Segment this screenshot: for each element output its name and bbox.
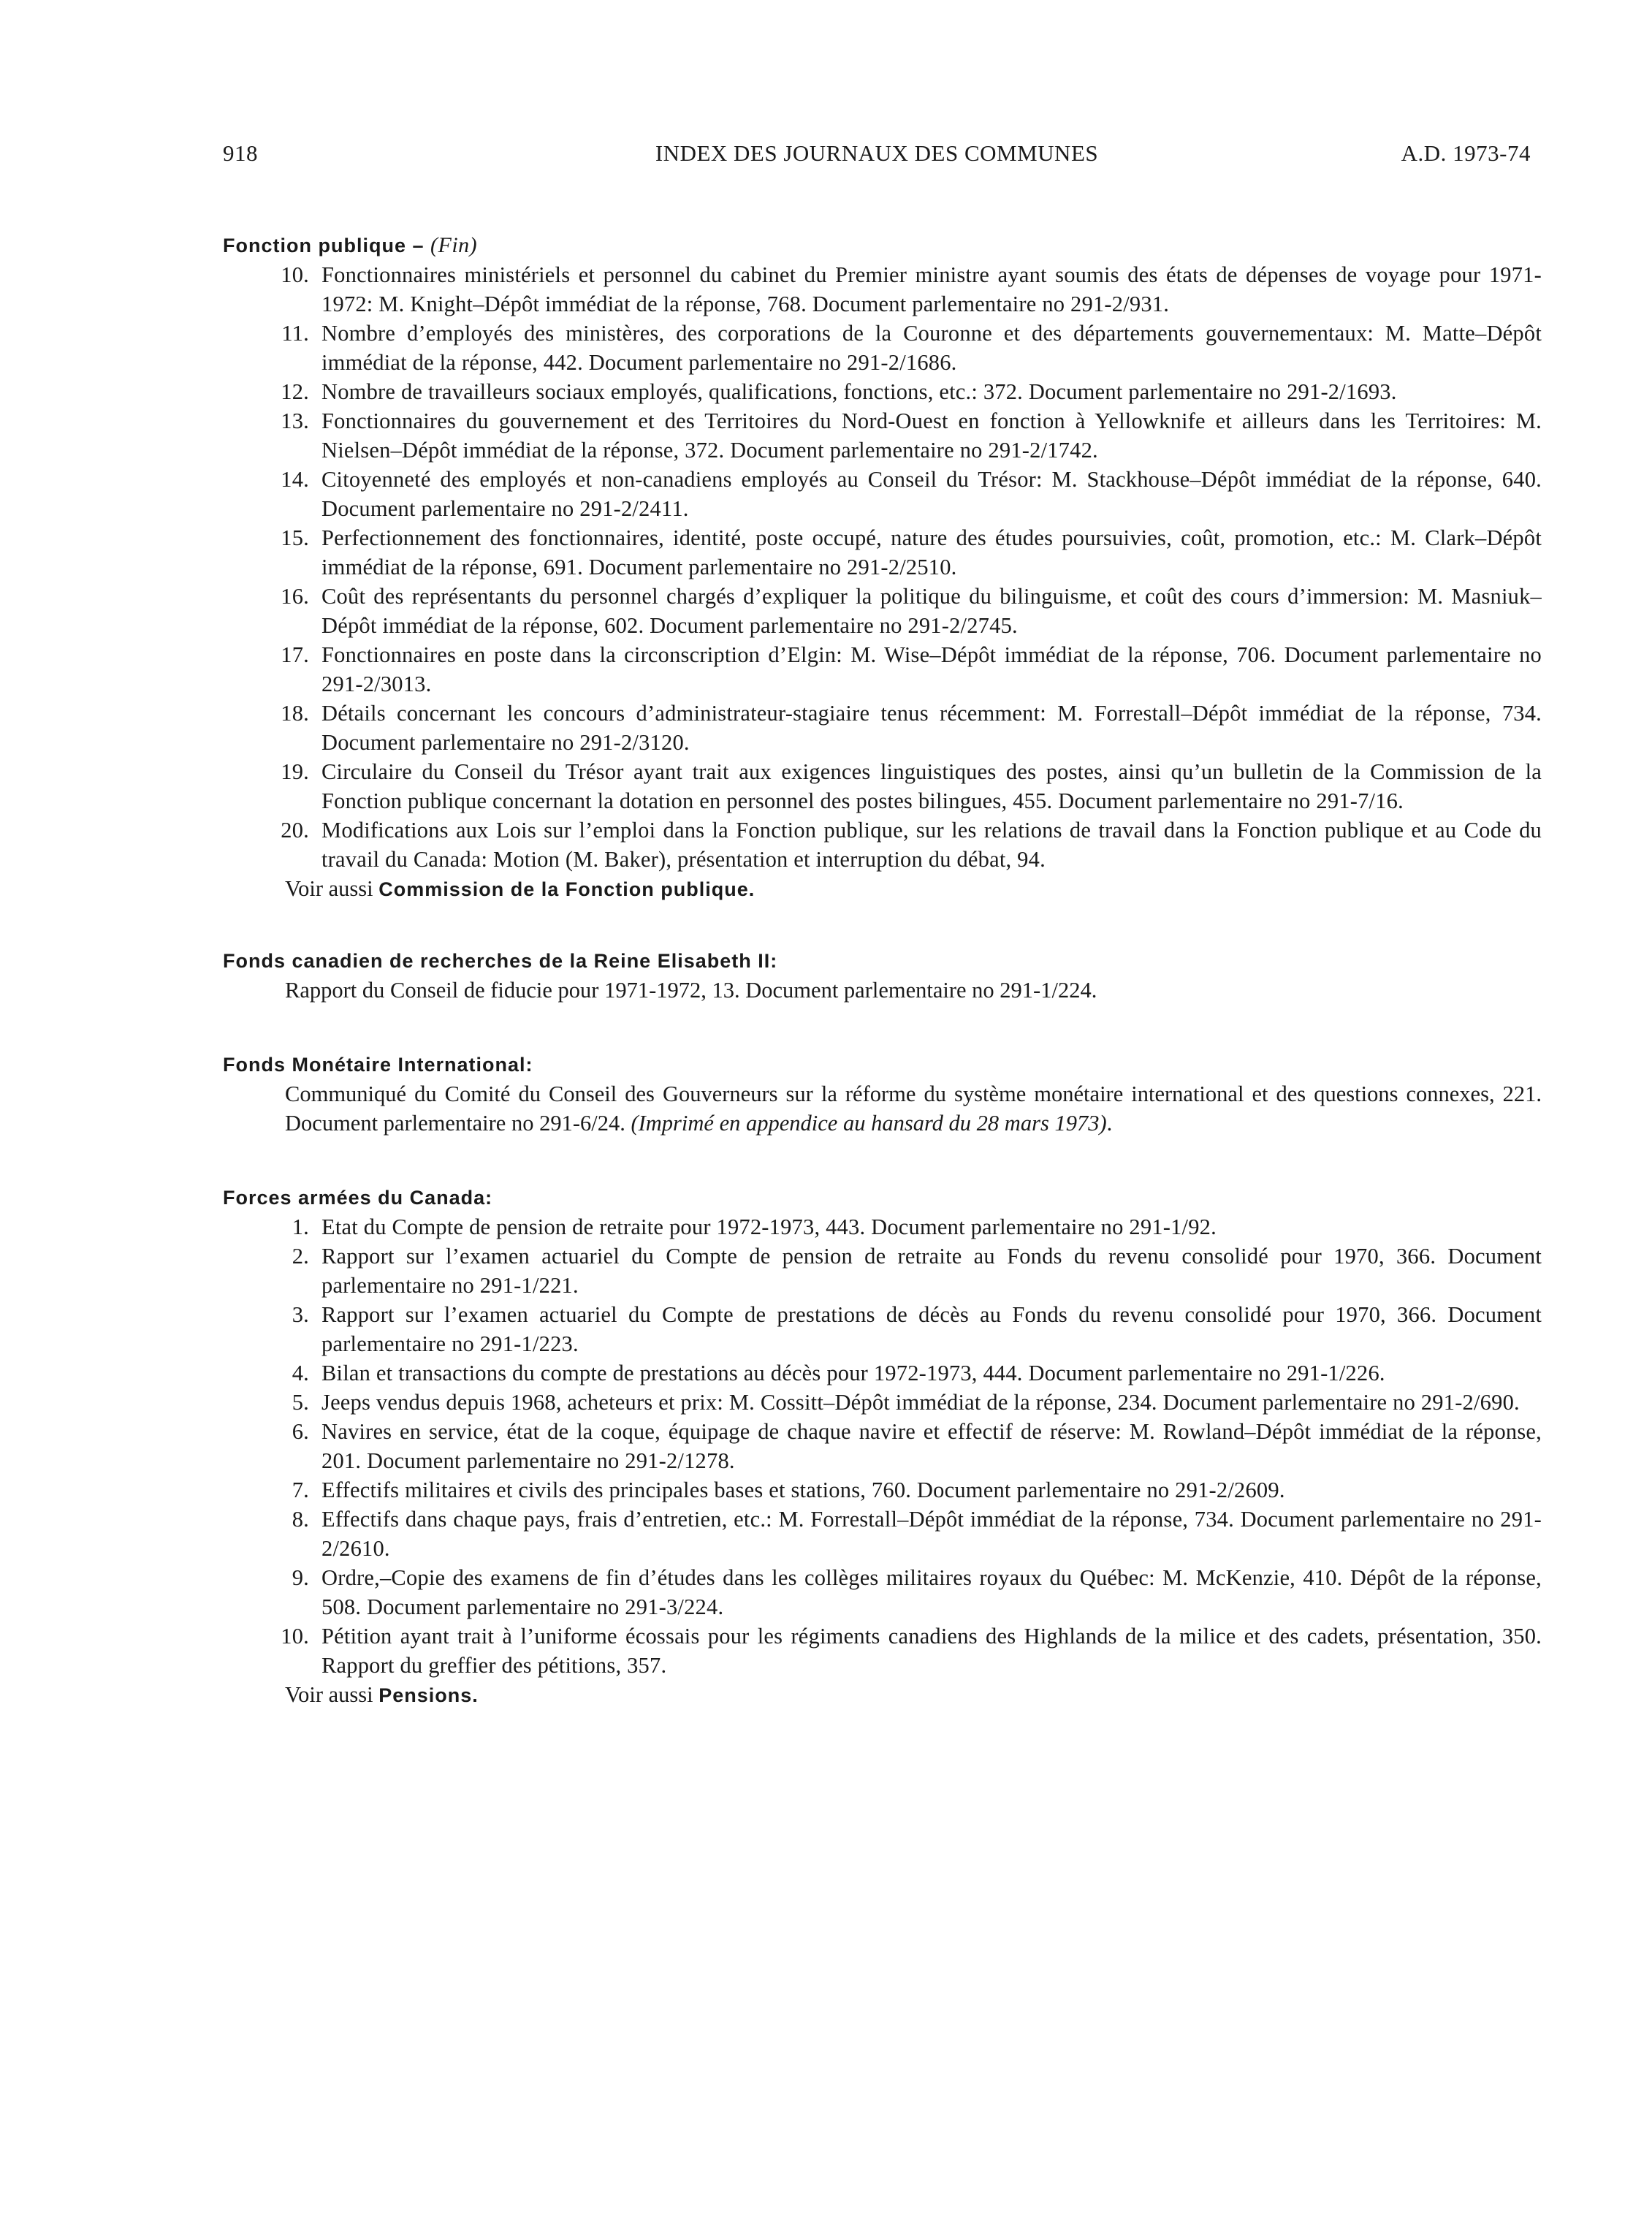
list-item — [223, 1242, 1542, 1300]
list-item — [223, 260, 1542, 319]
entry-text: Etat du Compte de pension de retraite pour 1972-1973, 443. Document parlementaire no 291-1/92. — [321, 1214, 1217, 1239]
entry-text: Citoyenneté des employés et non-canadiens employés au Conseil du Trésor: M. Stackhouse–Dépôt immédiat de la réponse, 640. Document parlementaire no 291-2/2411. — [321, 467, 1542, 521]
entry-text: Perfectionnement des fonctionnaires, identité, poste occupé, nature des études poursuivies, coût, promotion, etc.: M. Clark–Dépôt immédiat de la réponse, 691. Document parlementaire no 291-2/2510. — [321, 525, 1542, 579]
entry-text: Ordre,–Copie des examens de fin d’études dans les collèges militaires royaux du Québec: M. McKenzie, 410. Dépôt de la réponse, 508. Document parlementaire no 291-3/224. — [321, 1565, 1542, 1619]
entry-number: 2. — [292, 1244, 309, 1269]
entry-text: Fonctionnaires du gouvernement et des Territoires du Nord-Ouest en fonction à Yellowknife et ailleurs dans les Territoires: M. Nielsen–Dépôt immédiat de la réponse, 372. Document parlementaire no 291-2/1742. — [321, 408, 1542, 463]
entry-number: 7. — [292, 1478, 309, 1502]
list-item — [223, 582, 1542, 640]
page-number: 918 — [223, 140, 258, 166]
index-body — [223, 231, 1542, 1755]
continuation-label: (Fin) — [430, 233, 478, 257]
entry-list — [223, 1212, 1542, 1680]
entry-text: Nombre de travailleurs sociaux employés, qualifications, fonctions, etc.: 372. Document parlementaire no 291-2/1693. — [321, 379, 1397, 404]
entry-number: 10. — [281, 262, 309, 287]
list-item — [223, 1505, 1542, 1563]
section-fonds-canadien — [223, 946, 1542, 1005]
entry-number: 4. — [292, 1361, 309, 1385]
entry-number: 14. — [281, 467, 309, 492]
entry-number: 16. — [281, 584, 309, 609]
entry-text: Communiqué du Comité du Conseil des Gouverneurs sur la réforme du système monétaire international et des questions connexes, 221. Document parlementaire no 291-6/24. (Imprimé en appendice au hansard du 28 mars 1973). — [285, 1081, 1542, 1136]
list-item — [223, 1300, 1542, 1358]
running-year: A.D. 1973-74 — [1401, 140, 1531, 166]
see-also: Voir aussi Commission de la Fonction publique. — [285, 876, 755, 901]
entry-number: 9. — [292, 1565, 309, 1590]
see-also-reference: Pensions. — [378, 1684, 479, 1706]
entry-text: Navires en service, état de la coque, équipage de chaque navire et effectif de réserve: M. Rowland–Dépôt immédiat de la réponse, 201. Document parlementaire no 291-2/1278. — [321, 1419, 1542, 1473]
section-heading: Forces armées du Canada: — [223, 1187, 493, 1209]
entry-text: Rapport du Conseil de fiducie pour 1971-1972, 13. Document parlementaire no 291-1/224. — [285, 978, 1097, 1003]
entry-number: 17. — [281, 642, 309, 667]
running-header — [223, 140, 1531, 177]
entry-text: Détails concernant les concours d’administrateur-stagiaire tenus récemment: M. Forrestall–Dépôt immédiat de la réponse, 734. Document parlementaire no 291-2/3120. — [321, 701, 1542, 755]
running-title: INDEX DES JOURNAUX DES COMMUNES — [655, 140, 1099, 166]
entry-number: 19. — [281, 759, 309, 784]
entry-text: Rapport sur l’examen actuariel du Compte de pension de retraite au Fonds du revenu consolidé pour 1970, 366. Document parlementaire no 291-1/221. — [321, 1244, 1542, 1298]
entry-number: 15. — [281, 525, 309, 550]
entry-text: Effectifs militaires et civils des principales bases et stations, 760. Document parlementaire no 291-2/2609. — [321, 1478, 1285, 1502]
section-heading: Fonction publique – (Fin) — [223, 233, 478, 257]
section-forces-armees — [223, 1183, 1542, 1710]
list-item — [223, 377, 1542, 406]
list-item — [223, 1212, 1542, 1242]
list-item — [223, 1417, 1542, 1475]
entry-number: 20. — [281, 818, 309, 843]
entry-text: Effectifs dans chaque pays, frais d’entretien, etc.: M. Forrestall–Dépôt immédiat de la réponse, 734. Document parlementaire no 291-2/2610. — [321, 1507, 1542, 1561]
list-item — [223, 1388, 1542, 1417]
section-heading: Fonds Monétaire International: — [223, 1054, 533, 1076]
entry-text: Pétition ayant trait à l’uniforme écossais pour les régiments canadiens des Highlands de la milice et des cadets, présentation, 350. Rapport du greffier des pétitions, 357. — [321, 1624, 1542, 1678]
list-item — [223, 699, 1542, 757]
list-item — [223, 406, 1542, 465]
list-item — [223, 757, 1542, 815]
entry-text: Jeeps vendus depuis 1968, acheteurs et prix: M. Cossitt–Dépôt immédiat de la réponse, 234. Document parlementaire no 291-2/690. — [321, 1390, 1520, 1415]
entry-text: Rapport sur l’examen actuariel du Compte de prestations de décès au Fonds du revenu consolidé pour 1970, 366. Document parlementaire no 291-1/223. — [321, 1302, 1542, 1356]
entry-text: Fonctionnaires ministériels et personnel du cabinet du Premier ministre ayant soumis des états de dépenses de voyage pour 1971-1972: M. Knight–Dépôt immédiat de la réponse, 768. Document parlementaire no 291-2/931. — [321, 262, 1542, 316]
entry-text: Coût des représentants du personnel chargés d’expliquer la politique du bilinguisme, et coût des cours d’immersion: M. Masniuk–Dépôt immédiat de la réponse, 602. Document parlementaire no 291-2/2745. — [321, 584, 1542, 638]
entry-number: 12. — [281, 379, 309, 404]
entry-number: 6. — [292, 1419, 309, 1444]
list-item — [223, 465, 1542, 523]
entry-number: 18. — [281, 701, 309, 726]
entry-text: Bilan et transactions du compte de prestations au décès pour 1972-1973, 444. Document parlementaire no 291-1/226. — [321, 1361, 1385, 1385]
entry-text: Circulaire du Conseil du Trésor ayant trait aux exigences linguistiques des postes, ainsi qu’un bulletin de la Commission de la Fonction publique concernant la dotation en personnel des postes bilingues, 455. Document parlementaire no 291-7/16. — [321, 759, 1542, 813]
section-fonds-monetaire — [223, 1050, 1542, 1138]
entry-number: 5. — [292, 1390, 309, 1415]
italic-note: (Imprimé en appendice au hansard du 28 mars 1973) — [631, 1111, 1107, 1136]
section-fonction-publique — [223, 231, 1542, 904]
list-item — [223, 1563, 1542, 1621]
entry-text: Nombre d’employés des ministères, des corporations de la Couronne et des départements gouvernementaux: M. Matte–Dépôt immédiat de la réponse, 442. Document parlementaire no 291-2/1686. — [321, 321, 1542, 375]
entry-number: 11. — [281, 321, 309, 346]
list-item — [223, 319, 1542, 377]
entry-list — [223, 260, 1542, 874]
entry-text: Fonctionnaires en poste dans la circonscription d’Elgin: M. Wise–Dépôt immédiat de la réponse, 706. Document parlementaire no 291-2/3013. — [321, 642, 1542, 696]
list-item — [223, 640, 1542, 699]
entry-number: 8. — [292, 1507, 309, 1532]
list-item — [223, 1475, 1542, 1505]
entry-text: Modifications aux Lois sur l’emploi dans la Fonction publique, sur les relations de travail dans la Fonction publique et au Code du travail du Canada: Motion (M. Baker), présentation et interruption du débat, 94. — [321, 818, 1542, 872]
entry-number: 1. — [292, 1214, 309, 1239]
entry-number: 13. — [281, 408, 309, 433]
list-item — [223, 1358, 1542, 1388]
entry-number: 3. — [292, 1302, 309, 1327]
entry-number: 10. — [281, 1624, 309, 1649]
list-item — [223, 1621, 1542, 1680]
list-item — [223, 523, 1542, 582]
see-also: Voir aussi Pensions. — [285, 1682, 479, 1707]
section-heading: Fonds canadien de recherches de la Reine Elisabeth II: — [223, 950, 778, 972]
see-also-reference: Commission de la Fonction publique. — [378, 878, 755, 900]
list-item — [223, 815, 1542, 874]
